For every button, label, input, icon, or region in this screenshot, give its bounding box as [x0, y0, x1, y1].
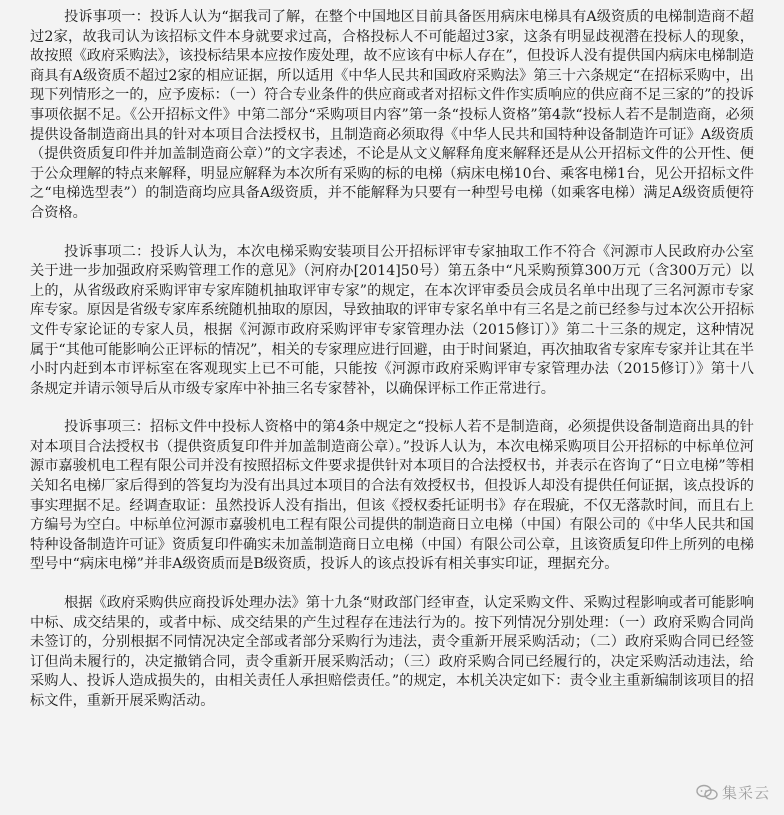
- paragraph-decision: 根据《政府采购供应商投诉处理办法》第十九条“财政部门经审查，认定采购文件、采购过程影响或者可能影响中标、成交结果的，或者中标、成交结果的产生过程存在违法行为的。按下列情况分别处理：（一）政府采购合同尚未签订的，分别根据不同情况决定全部或者部分采购行为违法，责令重新开展采购活动；（二）政府采购合同已经签订但尚未履行的，决定撤销合同，责令重新开展采购活动；（三）政府采购合同已经履行的，决定采购活动违法，给采购人、投诉人造成损失的，由相关责任人承担赔偿责任。”的规定，本机关决定如下：责令业主重新编制该项目的招标文件，重新开展采购活动。: [30, 595, 754, 709]
- document-body: [30, 8, 754, 712]
- watermark-text: 集采云: [721, 784, 770, 802]
- paragraph-complaint-2: 投诉事项二：投诉人认为，本次电梯采购安装项目公开招标评审专家抽取工作不符合《河源市人民政府办公室关于进一步加强政府采购管理工作的意见》（河府办[2014]50号）第五条中“凡采购预算300万元（含300万元）以上的，从省级政府采购评审专家库随机抽取评审专家”的规定，在本次评审委员会成员名单中出现了三名河源市专家库专家。原因是省级专家库系统随机抽取的原因，导致抽取的评审专家名单中有三名是之前已经参与过本次公开招标文件专家论证的专家人员，根据《河源市政府采购评审专家管理办法（2015修订）》第二十三条的规定，这种情况属于“其他可能影响公正评标的情况”，相关的专家理应进行回避，由于时间紧迫，再次抽取省专家库专家并让其在半小时内赶到本市评标室在客观现实上已不可能，只能按《河源市政府采购评审专家管理办法（2015修订）》第十八条规定并请示领导后从市级专家库中补抽三名专家替补，以确保评标工作正常进行。: [30, 243, 754, 397]
- paragraph-complaint-3: 投诉事项三：招标文件中投标人资格中的第4条中规定之“投标人若不是制造商，必须提供设备制造商出具的针对本项目合法授权书（提供资质复印件并加盖制造商公章）。”投诉人认为，本次电梯采购项目公开招标的中标单位河源市嘉骏机电工程有限公司并没有按照招标文件要求提供针对本项目的合法授权书，并表示在咨询了“日立电梯”等相关知名电梯厂家后得到的答复均为没有出具过本项目的合法有效授权书，但投诉人却没有提供任何证据，该点投诉的事实理据不足。经调查取证：虽然投诉人没有指出，但该《授权委托证明书》存在瑕疵，不仅无落款时间，而且右上方编号为空白。中标单位河源市嘉骏机电工程有限公司提供的制造商日立电梯（中国）有限公司的《中华人民共和国特种设备制造许可证》资质复印件确实未加盖制造商日立电梯（中国）有限公司公章，且该资质复印件上所列的电梯型号中“病床电梯”并非A级资质而是B级资质，投诉人的该点投诉有相关事实印证，理据充分。: [30, 419, 754, 573]
- watermark: [696, 782, 770, 803]
- paragraph-complaint-1: 投诉事项一：投诉人认为“据我司了解，在整个中国地区目前具备医用病床电梯具有A级资质的电梯制造商不超过2家，故我司认为该招标文件本身就要求过高，合格投标人不可能超过3家，这条有明显歧视潜在投标人的现象，故按照《政府采购法》，该投标结果本应按作废处理，故不应该有中标人存在”，但投诉人没有提供国内病床电梯制造商具有A级资质不超过2家的相应证据，所以适用《中华人民共和国政府采购法》第三十六条规定“在招标采购中，出现下列情形之一的，应予废标：（一）符合专业条件的供应商或者对招标文件作实质响应的供应商不足三家的”的投诉事项依据不足。《公开招标文件》中第二部分“采购项目内容”第一条“投标人资格”第4款“投标人若不是制造商，必须提供设备制造商出具的针对本项目合法授权书，且制造商必须取得《中华人民共和国特种设备制造许可证》A级资质（提供资质复印件并加盖制造商公章）”的文字表述，不论是从文义解释角度来解释还是从公开招标文件的公开性、便于公众理解的特点来解释，明显应解释为本次所有采购的标的电梯（病床电梯10台、乘客电梯1台，见公开招标文件之“电梯选型表”）的制造商均应具备A级资质，并不能解释为只要有一种型号电梯（如乘客电梯）满足A级资质便符合资格。: [30, 9, 754, 221]
- chat-bubble-icon: [696, 784, 718, 802]
